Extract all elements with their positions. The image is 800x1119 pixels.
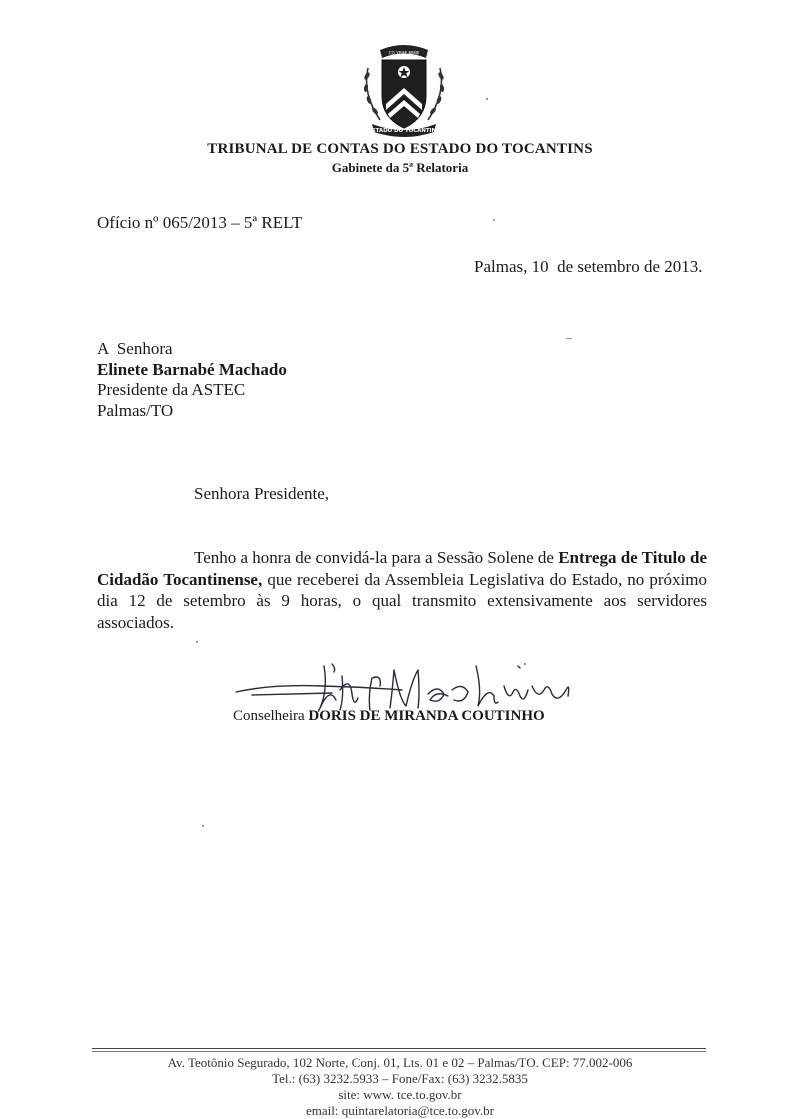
seal-motto: CO YEHE MMIII [388,50,420,56]
scan-speck [493,219,495,221]
seal-banner: ESTADO DO TOCANTINS [368,128,440,134]
scan-speck [202,825,204,827]
recipient-block [97,339,287,421]
scan-speck [196,641,198,643]
footer-site: site: www. tce.to.gov.br [338,1087,462,1102]
footer-divider [92,1048,706,1049]
footer-email: email: quintarelatoria@tce.to.gov.br [305,1103,494,1118]
scan-speck [486,98,488,100]
recipient-name: Elinete Barnabé Machado [97,359,287,379]
body-text-1: Tenho a honra de convidá-la para a Sessão Solene de [194,548,559,567]
footer-phones: Tel.: (63) 3232.5933 – Fone/Fax: (63) 3232.5835 [272,1071,528,1086]
institution-title: TRIBUNAL DE CONTAS DO ESTADO DO TOCANTINS [207,141,593,157]
scan-speck [524,663,526,665]
body-text-bold: Entrega de Titulo de Cidadão Tocantinense, [97,548,708,589]
place-and-date: Palmas, 10 de setembro de 2013. [474,257,703,276]
footer-address: Av. Teotônio Segurado, 102 Norte, Conj. 01, Lts. 01 e 02 – Palmas/TO. CEP: 77.002-006 [167,1055,633,1070]
coat-of-arms-seal-icon [358,38,450,138]
letter-body [97,547,707,633]
body-text-2: que receberei da Assembleia Legislativa do Estado, no próximo dia 12 de setembro às 9 horas, o qual transmito extensivamente aos servidores associados. [97,569,707,632]
recipient-role: Presidente da ASTEC [97,380,246,399]
signatory-name: DORIS DE MIRANDA COUTINHO [308,708,545,724]
signatory-title: Conselheira [233,708,309,724]
footer-divider [92,1051,706,1052]
recipient-city: Palmas/TO [97,400,174,420]
office-subtitle: Gabinete da 5ª Relatoria [331,160,469,175]
letter-reference: Ofício nº 065/2013 – 5ª RELT [97,213,303,232]
recipient-salutation: A Senhora [97,339,173,358]
scan-speck [566,338,572,339]
signatory [233,708,545,725]
greeting: Senhora Presidente, [194,484,330,503]
